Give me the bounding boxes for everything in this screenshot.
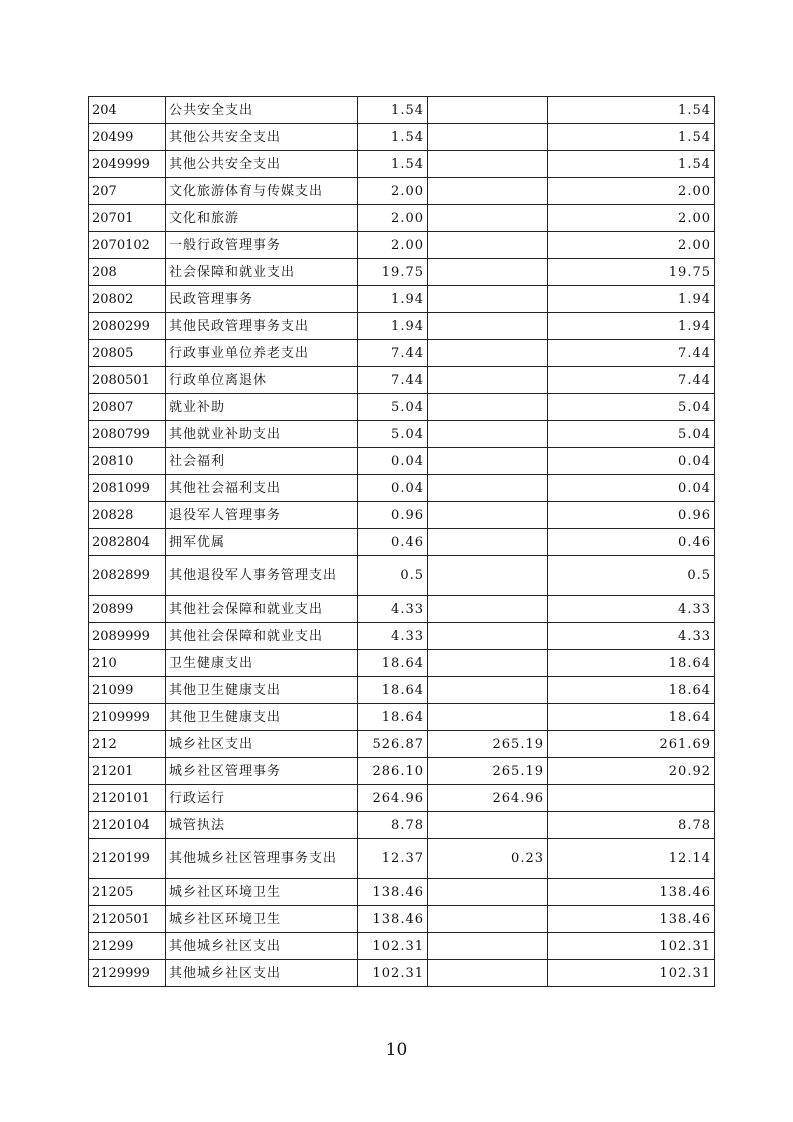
table-row — [89, 124, 715, 151]
subject-name-cell: 其他公共安全支出 — [166, 124, 358, 151]
basic-expenditure-cell — [428, 879, 548, 906]
subject-name-cell: 一般行政管理事务 — [166, 232, 358, 259]
basic-expenditure-cell: 264.96 — [428, 785, 548, 812]
subject-name-cell: 其他卫生健康支出 — [166, 677, 358, 704]
basic-expenditure-cell — [428, 623, 548, 650]
project-expenditure-cell: 1.54 — [548, 97, 715, 124]
subject-name-cell: 其他城乡社区管理事务支出 — [166, 839, 358, 879]
project-expenditure-cell: 2.00 — [548, 205, 715, 232]
basic-expenditure-cell — [428, 704, 548, 731]
project-expenditure-cell: 0.5 — [548, 556, 715, 596]
total-amount-cell: 2.00 — [358, 205, 428, 232]
project-expenditure-cell: 1.94 — [548, 313, 715, 340]
subject-name-cell: 民政管理事务 — [166, 286, 358, 313]
subject-name-cell: 其他公共安全支出 — [166, 151, 358, 178]
total-amount-cell: 0.5 — [358, 556, 428, 596]
subject-name-cell: 就业补助 — [166, 394, 358, 421]
table-row — [89, 731, 715, 758]
total-amount-cell: 5.04 — [358, 394, 428, 421]
basic-expenditure-cell — [428, 367, 548, 394]
subject-code-cell: 20701 — [89, 205, 166, 232]
project-expenditure-cell: 0.04 — [548, 448, 715, 475]
subject-name-cell: 其他社会保障和就业支出 — [166, 623, 358, 650]
basic-expenditure-cell — [428, 259, 548, 286]
basic-expenditure-cell — [428, 124, 548, 151]
subject-code-cell: 21299 — [89, 933, 166, 960]
table-row — [89, 367, 715, 394]
total-amount-cell: 4.33 — [358, 596, 428, 623]
basic-expenditure-cell — [428, 178, 548, 205]
subject-name-cell: 其他卫生健康支出 — [166, 704, 358, 731]
basic-expenditure-cell — [428, 596, 548, 623]
basic-expenditure-cell — [428, 394, 548, 421]
total-amount-cell: 12.37 — [358, 839, 428, 879]
basic-expenditure-cell — [428, 677, 548, 704]
basic-expenditure-cell: 265.19 — [428, 731, 548, 758]
table-row — [89, 340, 715, 367]
subject-code-cell: 207 — [89, 178, 166, 205]
subject-code-cell: 20805 — [89, 340, 166, 367]
project-expenditure-cell — [548, 785, 715, 812]
table-row — [89, 502, 715, 529]
subject-code-cell: 2120104 — [89, 812, 166, 839]
total-amount-cell: 0.04 — [358, 448, 428, 475]
table-row — [89, 232, 715, 259]
total-amount-cell: 2.00 — [358, 232, 428, 259]
table-row — [89, 785, 715, 812]
basic-expenditure-cell — [428, 812, 548, 839]
subject-name-cell: 行政运行 — [166, 785, 358, 812]
basic-expenditure-cell — [428, 205, 548, 232]
subject-code-cell: 2089999 — [89, 623, 166, 650]
total-amount-cell: 102.31 — [358, 933, 428, 960]
project-expenditure-cell: 1.54 — [548, 151, 715, 178]
basic-expenditure-cell — [428, 151, 548, 178]
total-amount-cell: 19.75 — [358, 259, 428, 286]
subject-name-cell: 其他城乡社区支出 — [166, 933, 358, 960]
subject-code-cell: 20499 — [89, 124, 166, 151]
table-row — [89, 313, 715, 340]
total-amount-cell: 1.54 — [358, 124, 428, 151]
basic-expenditure-cell — [428, 313, 548, 340]
project-expenditure-cell: 138.46 — [548, 906, 715, 933]
total-amount-cell: 102.31 — [358, 960, 428, 987]
basic-expenditure-cell — [428, 340, 548, 367]
subject-name-cell: 其他社会保障和就业支出 — [166, 596, 358, 623]
project-expenditure-cell: 20.92 — [548, 758, 715, 785]
subject-name-cell: 城管执法 — [166, 812, 358, 839]
total-amount-cell: 1.54 — [358, 97, 428, 124]
table-row — [89, 286, 715, 313]
subject-code-cell: 2070102 — [89, 232, 166, 259]
subject-name-cell: 卫生健康支出 — [166, 650, 358, 677]
project-expenditure-cell: 0.96 — [548, 502, 715, 529]
project-expenditure-cell: 0.46 — [548, 529, 715, 556]
total-amount-cell: 1.94 — [358, 286, 428, 313]
subject-name-cell: 公共安全支出 — [166, 97, 358, 124]
subject-name-cell: 社会福利 — [166, 448, 358, 475]
subject-code-cell: 20802 — [89, 286, 166, 313]
subject-code-cell: 21201 — [89, 758, 166, 785]
table-row — [89, 421, 715, 448]
project-expenditure-cell: 102.31 — [548, 960, 715, 987]
project-expenditure-cell: 1.54 — [548, 124, 715, 151]
total-amount-cell: 18.64 — [358, 704, 428, 731]
project-expenditure-cell: 8.78 — [548, 812, 715, 839]
subject-name-cell: 其他社会福利支出 — [166, 475, 358, 502]
project-expenditure-cell: 4.33 — [548, 623, 715, 650]
table-row — [89, 650, 715, 677]
total-amount-cell: 2.00 — [358, 178, 428, 205]
project-expenditure-cell: 7.44 — [548, 367, 715, 394]
total-amount-cell: 138.46 — [358, 879, 428, 906]
table-row — [89, 205, 715, 232]
subject-code-cell: 210 — [89, 650, 166, 677]
total-amount-cell: 4.33 — [358, 623, 428, 650]
project-expenditure-cell: 5.04 — [548, 421, 715, 448]
project-expenditure-cell: 7.44 — [548, 340, 715, 367]
subject-code-cell: 2080501 — [89, 367, 166, 394]
table-row — [89, 623, 715, 650]
basic-expenditure-cell: 0.23 — [428, 839, 548, 879]
subject-code-cell: 2082899 — [89, 556, 166, 596]
subject-code-cell: 20828 — [89, 502, 166, 529]
table-row — [89, 394, 715, 421]
basic-expenditure-cell — [428, 556, 548, 596]
total-amount-cell: 5.04 — [358, 421, 428, 448]
project-expenditure-cell: 5.04 — [548, 394, 715, 421]
budget-table — [88, 96, 715, 987]
subject-name-cell: 城乡社区管理事务 — [166, 758, 358, 785]
subject-code-cell: 20899 — [89, 596, 166, 623]
total-amount-cell: 7.44 — [358, 367, 428, 394]
total-amount-cell: 1.54 — [358, 151, 428, 178]
page-number: 10 — [385, 1040, 408, 1060]
total-amount-cell: 18.64 — [358, 650, 428, 677]
basic-expenditure-cell — [428, 529, 548, 556]
basic-expenditure-cell — [428, 232, 548, 259]
project-expenditure-cell: 102.31 — [548, 933, 715, 960]
subject-name-cell: 其他城乡社区支出 — [166, 960, 358, 987]
total-amount-cell: 138.46 — [358, 906, 428, 933]
subject-code-cell: 21099 — [89, 677, 166, 704]
basic-expenditure-cell — [428, 475, 548, 502]
total-amount-cell: 1.94 — [358, 313, 428, 340]
table-row — [89, 151, 715, 178]
table-row — [89, 448, 715, 475]
total-amount-cell: 286.10 — [358, 758, 428, 785]
basic-expenditure-cell — [428, 421, 548, 448]
subject-code-cell: 2120199 — [89, 839, 166, 879]
table-row — [89, 475, 715, 502]
subject-name-cell: 行政单位离退休 — [166, 367, 358, 394]
basic-expenditure-cell — [428, 906, 548, 933]
total-amount-cell: 7.44 — [358, 340, 428, 367]
table-row — [89, 596, 715, 623]
table-row — [89, 178, 715, 205]
project-expenditure-cell: 1.94 — [548, 286, 715, 313]
table-row — [89, 812, 715, 839]
basic-expenditure-cell — [428, 502, 548, 529]
subject-code-cell: 2049999 — [89, 151, 166, 178]
subject-name-cell: 文化和旅游 — [166, 205, 358, 232]
subject-code-cell: 2109999 — [89, 704, 166, 731]
table-row — [89, 529, 715, 556]
total-amount-cell: 18.64 — [358, 677, 428, 704]
basic-expenditure-cell — [428, 650, 548, 677]
project-expenditure-cell: 2.00 — [548, 178, 715, 205]
total-amount-cell: 526.87 — [358, 731, 428, 758]
subject-name-cell: 城乡社区支出 — [166, 731, 358, 758]
table-row — [89, 839, 715, 879]
table-row — [89, 556, 715, 596]
table-row — [89, 97, 715, 124]
basic-expenditure-cell — [428, 286, 548, 313]
subject-name-cell: 其他退役军人事务管理支出 — [166, 556, 358, 596]
total-amount-cell: 0.46 — [358, 529, 428, 556]
total-amount-cell: 264.96 — [358, 785, 428, 812]
table-row — [89, 960, 715, 987]
project-expenditure-cell: 18.64 — [548, 650, 715, 677]
basic-expenditure-cell — [428, 448, 548, 475]
project-expenditure-cell: 19.75 — [548, 259, 715, 286]
project-expenditure-cell: 18.64 — [548, 704, 715, 731]
project-expenditure-cell: 12.14 — [548, 839, 715, 879]
table-row — [89, 259, 715, 286]
subject-code-cell: 208 — [89, 259, 166, 286]
project-expenditure-cell: 261.69 — [548, 731, 715, 758]
project-expenditure-cell: 138.46 — [548, 879, 715, 906]
table-row — [89, 906, 715, 933]
subject-name-cell: 文化旅游体育与传媒支出 — [166, 178, 358, 205]
subject-code-cell: 2120101 — [89, 785, 166, 812]
subject-name-cell: 其他民政管理事务支出 — [166, 313, 358, 340]
table-row — [89, 879, 715, 906]
total-amount-cell: 0.04 — [358, 475, 428, 502]
total-amount-cell: 8.78 — [358, 812, 428, 839]
subject-name-cell: 城乡社区环境卫生 — [166, 879, 358, 906]
subject-name-cell: 城乡社区环境卫生 — [166, 906, 358, 933]
subject-code-cell: 204 — [89, 97, 166, 124]
subject-code-cell: 20807 — [89, 394, 166, 421]
basic-expenditure-cell — [428, 97, 548, 124]
table-body — [89, 97, 715, 987]
subject-code-cell: 2082804 — [89, 529, 166, 556]
subject-code-cell: 20810 — [89, 448, 166, 475]
subject-code-cell: 2080299 — [89, 313, 166, 340]
subject-name-cell: 拥军优属 — [166, 529, 358, 556]
subject-name-cell: 行政事业单位养老支出 — [166, 340, 358, 367]
table-row — [89, 933, 715, 960]
subject-code-cell: 2129999 — [89, 960, 166, 987]
subject-name-cell: 其他就业补助支出 — [166, 421, 358, 448]
project-expenditure-cell: 2.00 — [548, 232, 715, 259]
basic-expenditure-cell — [428, 933, 548, 960]
basic-expenditure-cell — [428, 960, 548, 987]
subject-name-cell: 社会保障和就业支出 — [166, 259, 358, 286]
subject-code-cell: 21205 — [89, 879, 166, 906]
subject-code-cell: 2120501 — [89, 906, 166, 933]
subject-name-cell: 退役军人管理事务 — [166, 502, 358, 529]
table-row — [89, 677, 715, 704]
total-amount-cell: 0.96 — [358, 502, 428, 529]
subject-code-cell: 2081099 — [89, 475, 166, 502]
subject-code-cell: 212 — [89, 731, 166, 758]
project-expenditure-cell: 0.04 — [548, 475, 715, 502]
project-expenditure-cell: 18.64 — [548, 677, 715, 704]
project-expenditure-cell: 4.33 — [548, 596, 715, 623]
basic-expenditure-cell: 265.19 — [428, 758, 548, 785]
table-row — [89, 758, 715, 785]
table-row — [89, 704, 715, 731]
subject-code-cell: 2080799 — [89, 421, 166, 448]
